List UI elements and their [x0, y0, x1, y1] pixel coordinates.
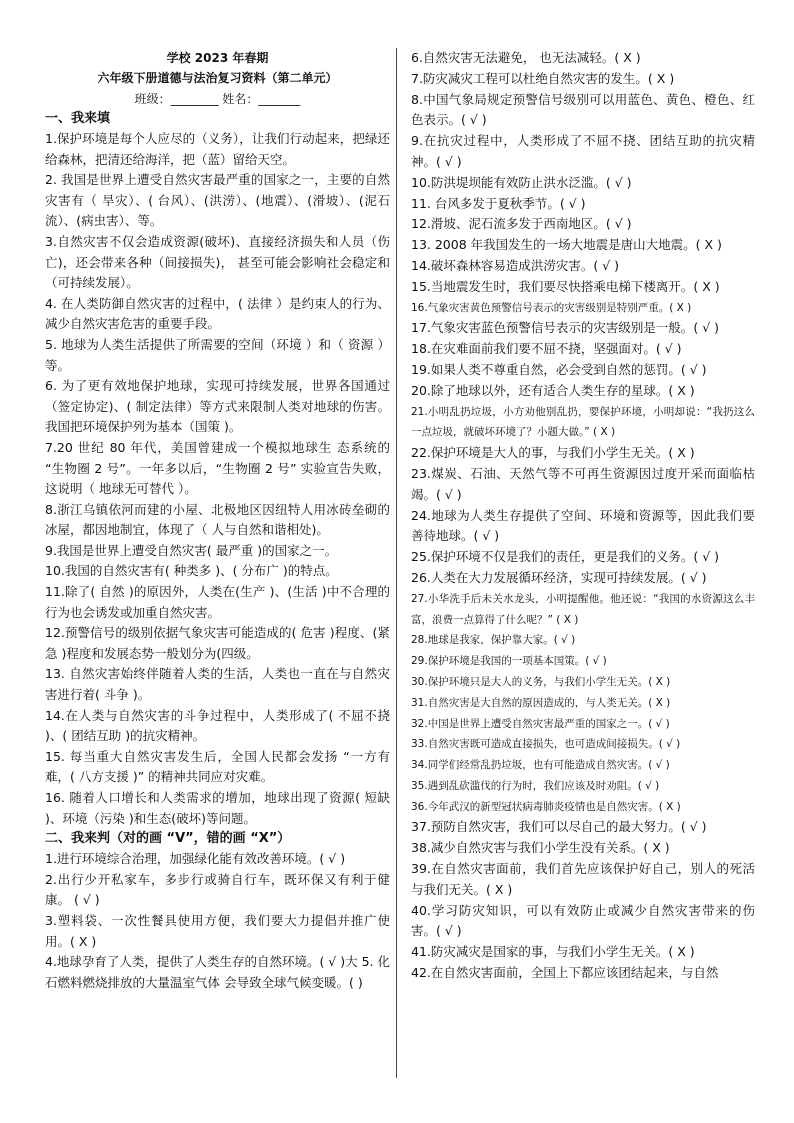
question-item: 6. 为了更有效地保护地球，实现可持续发展，世界各国通过（签定协定)、( 制定法律）等方式来限制人类对地球的伤害。我国把环境保护列为基本（国策 )。 [45, 378, 390, 435]
question-item: 29.保护环境是我国的一项基本国策。( √ ) [411, 655, 607, 668]
question-item: 26.人类在大力发展循环经济，实现可持续发展。( √ ) [411, 569, 707, 585]
document-page [45, 48, 765, 1108]
question-item: 17.气象灾害蓝色预警信号表示的灾害级别是一般。( √ ) [411, 320, 720, 336]
question-item: 5. 地球为人类生活提供了所需要的空间（环境 ）和（ 资源 ）等。 [45, 336, 390, 373]
class-name-line: 班级：________ 姓名：_______ [134, 92, 301, 106]
judge-question-list [45, 849, 390, 993]
question-item: 12.预警信号的级别依据气象灾害可能造成的( 危害 )程度、(紧急 )程度和发展态势一般划分为(四级。 [45, 625, 390, 661]
question-item: 42.在自然灾害面前，全国上下都应该团结起来，与自然 [411, 965, 719, 981]
question-item: 36.今年武汉的新型冠状病毒肺炎疫情也是自然灾害。( X ) [411, 800, 681, 813]
question-item: 32.中国是世界上遭受自然灾害最严重的国家之一。( √ ) [411, 717, 670, 730]
question-item: 10.防洪堤坝能有效防止洪水泛滥。( √ ) [411, 174, 632, 190]
question-item: 20.除了地球以外，还有适合人类生存的星球。( X ) [411, 382, 695, 398]
question-item: 8.中国气象局规定预警信号级别可以用蓝色、黄色、橙色、红色表示。( √ ) [411, 91, 755, 128]
question-item: 24.地球为人类生存提供了空间、环境和资源等，因此我们要善待地球。( √ ) [411, 507, 755, 544]
question-item: 3.塑料袋、一次性餐具使用方便，我们要大力提倡并推广使用。( X ) [45, 912, 390, 949]
question-item: 8.浙江乌镇依河而建的小屋、北极地区因纽特人用冰砖垒砌的冰屋，都因地制宜，体现了（ 人与自然和谐相处)。 [45, 501, 390, 538]
question-item: 30.保护环境只是大人的义务，与我们小学生无关。( X ) [411, 675, 671, 688]
question-item: 18.在灾难面前我们要不屈不挠，坚强面对。( √ ) [411, 341, 682, 357]
question-item: 4.地球孕育了人类，提供了人类生存的自然环境。( √ )大 5. 化石燃料燃烧排放的大量温室气体 会导致全球气候变暖。( ) [45, 954, 390, 990]
question-item: 21.小明乱扔垃圾，小方劝他别乱扔，要保护环境，小明却说：“我扔这么一点垃圾，就破坏环境了？小题大做。” ( X ) [411, 405, 755, 439]
question-item: 19.如果人类不尊重自然，必会受到自然的惩罚。( √ ) [411, 361, 707, 377]
question-item: 37.预防自然灾害，我们可以尽自己的最大努力。( √ ) [411, 819, 707, 835]
question-item: 33.自然灾害既可造成直接损失，也可造成间接损失。( √ ) [411, 738, 681, 751]
question-item: 10.我国的自然灾害有( 种类多 )、( 分布广 )的特点。 [45, 563, 338, 579]
question-item: 38.减少自然灾害与我们小学生没有关系。( X ) [411, 840, 670, 856]
question-item: 39.在自然灾害面前，我们首先应该保护好自己，别人的死活与我们无关。( X ) [411, 861, 755, 897]
question-item: 35.遇到乱砍滥伐的行为时，我们应该及时劝阻。( √ ) [411, 779, 660, 792]
question-item: 6.自然灾害无法避免， 也无法减轻。( X ) [411, 50, 641, 65]
question-item: 16. 随着人口增长和人类需求的增加，地球出现了资源( 短缺 )、环境（污染 )和生态(破坏)等问题。 [45, 790, 390, 826]
question-item: 23.煤炭、石油、天然气等不可再生资源因过度开采而面临枯竭。( √ ) [411, 465, 755, 502]
question-item: 14.在人类与自然灾害的斗争过程中，人类形成了( 不屈不挠 )、( 团结互助 )的抗灾精神。 [45, 707, 390, 744]
question-item: 34.同学们经常乱扔垃圾，也有可能造成自然灾害。( √ ) [411, 759, 670, 772]
right-column [411, 48, 755, 984]
question-item: 2. 我国是世界上遭受自然灾害最严重的国家之一，主要的自然灾害有（ 旱灾）、( 台风）、(洪涝）、(地震）、(滑坡）、(泥石流）、(病虫害）、等。 [45, 172, 390, 229]
question-item: 25.保护环境不仅是我们的责任，更是我们的义务。( √ ) [411, 549, 720, 565]
question-item: 12.滑坡、泥石流多发于西南地区。( √ ) [411, 216, 632, 232]
question-item: 11.除了( 自然 )的原因外，人类在(生产 )、(生活 )中不合理的行为也会诱发或加重自然灾害。 [45, 584, 390, 620]
question-item: 9.在抗灾过程中，人类形成了不屈不挠、团结互助的抗灾精神。( √ ) [411, 133, 755, 169]
question-item: 1.保护环境是每个人应尽的（义务），让我们行动起来，把绿还给森林，把清还给海洋，把（蓝）留给天空。 [45, 131, 390, 167]
question-item: 22.保护环境是大人的事，与我们小学生无关。( X ) [411, 445, 695, 461]
question-item: 41.防灾减灾是国家的事，与我们小学生无关。( X ) [411, 944, 695, 960]
question-item: 7.20 世纪 80 年代，美国曾建成一个模拟地球生 态系统的 “生物圈 2 号”。一年多以后，“生物圈 2 号” 实验宣告失败，这说明（ 地球无可替代 ）。 [45, 439, 390, 497]
question-item: 15.当地震发生时，我们要尽快搭乘电梯下楼离开。( X ) [411, 278, 720, 294]
section-fill-heading: 一、我来填 [45, 111, 111, 126]
question-item: 15. 每当重大自然灾害发生后，全国人民都会发扬 “一方有难，( 八方支援 )” 的精神共同应对灾难。 [45, 748, 390, 785]
question-item: 1.进行环境综合治理，加强绿化能有效改善环境。( √ ) [45, 851, 346, 867]
question-item: 4. 在人类防御自然灾害的过程中，( 法律 ）是约束人的行为、 减少自然灾害危害的重要手段。 [45, 295, 390, 332]
question-item: 9.我国是世界上遭受自然灾害( 最严重 )的国家之一。 [45, 542, 338, 558]
question-item: 28.地球是我家，保护靠大家。( √ ) [411, 634, 576, 647]
question-item: 13. 2008 年我国发生的一场大地震是唐山大地震。( X ) [411, 237, 722, 253]
question-item: 11. 台风多发于夏秋季节。( √ ) [411, 195, 586, 211]
question-item: 31.自然灾害是大自然的原因造成的，与人类无关。( X ) [411, 696, 671, 709]
fill-question-list [45, 129, 390, 829]
question-item: 13. 自然灾害始终伴随着人类的生活，人类也一直在与自然灾害进行着( 斗争 )。 [45, 666, 390, 703]
document-title: 六年级下册道德与法治复习资料（第二单元） [97, 71, 338, 85]
school-title: 学校 2023 年春期 [166, 51, 269, 65]
section-judge-heading: 二、我来判（对的画 “V”，错的画 “X”） [45, 831, 291, 847]
question-item: 16.气象灾害黄色预警信号表示的灾害级别是特别严重。( X ) [411, 301, 692, 314]
question-item: 14.破坏森林容易造成洪涝灾害。( √ ) [411, 257, 620, 273]
question-item: 7.防灾减灾工程可以杜绝自然灾害的发生。( X ) [411, 70, 675, 86]
question-item: 27.小华洗手后未关水龙头，小明提醒他。他还说：“我国的水资源这么丰富，浪费一点算得了什么呢？” ( X ) [411, 592, 755, 626]
judge-question-list-continued [411, 48, 755, 984]
question-item: 2.出行少开私家车，多步行或骑自行车，既环保又有利于健康。 ( √ ) [45, 871, 390, 908]
left-column [45, 48, 390, 993]
column-divider [396, 48, 397, 1078]
question-item: 40.学习防灾知识，可以有效防止或减少自然灾害带来的伤害。( √ ) [411, 902, 755, 939]
question-item: 3.自然灾害不仅会造成资源(破坏)、直接经济损失和人员（伤亡)，还会带来各种（间接损失)， 甚至可能会影响社会稳定和（可持续发展）。 [45, 233, 390, 291]
